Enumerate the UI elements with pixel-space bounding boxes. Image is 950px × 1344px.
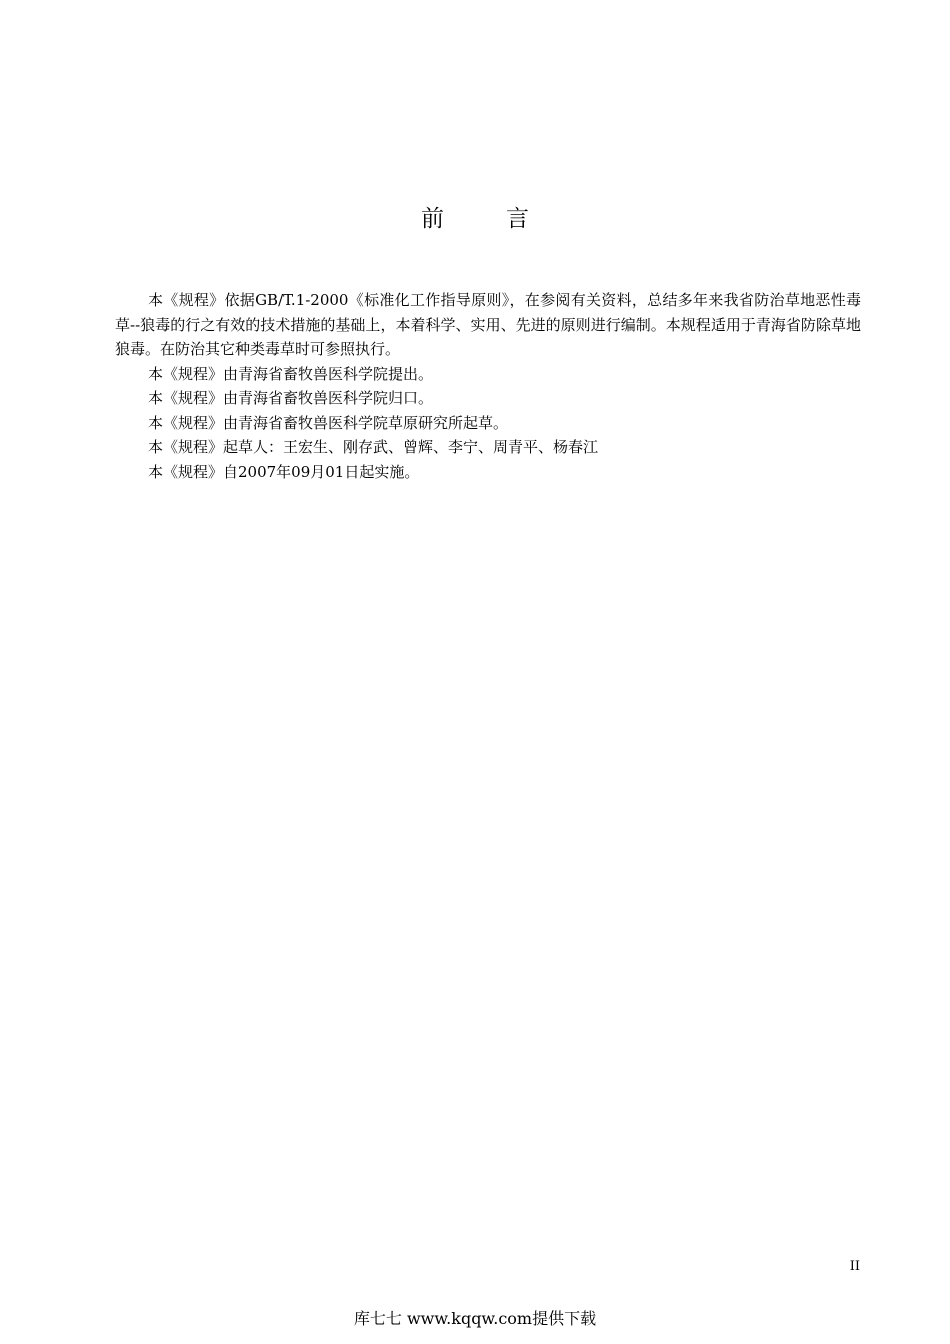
footer-download-note: 库七七 www.kqqw.com提供下载 bbox=[353, 1309, 597, 1328]
paragraph-drafted-by: 本《规程》由青海省畜牧兽医科学院草原研究所起草。 bbox=[148, 413, 509, 432]
paragraph-proposed-by: 本《规程》由青海省畜牧兽医科学院提出。 bbox=[148, 364, 434, 383]
foreword-body bbox=[115, 288, 861, 484]
paragraph-drafters: 本《规程》起草人：王宏生、刚存武、曾辉、李宁、周青平、杨春江 bbox=[148, 438, 599, 456]
paragraph-effective-date: 本《规程》自2007年09月01日起实施。 bbox=[148, 462, 420, 481]
page-title: 前言 bbox=[421, 206, 591, 232]
paragraph-basis: 本《规程》依据GB/T.1-2000《标准化工作指导原则》，在参阅有关资料，总结多年来我省防治草地恶性毒草--狼毒的行之有效的技术措施的基础上，本着科学、实用、先进的原则进行编制。本规程适用于青海省防除草地狼毒。在防治其它种类毒草时可参照执行。 bbox=[115, 291, 861, 358]
page-number: II bbox=[849, 1259, 860, 1274]
paragraph-centralized-by: 本《规程》由青海省畜牧兽医科学院归口。 bbox=[148, 389, 434, 407]
